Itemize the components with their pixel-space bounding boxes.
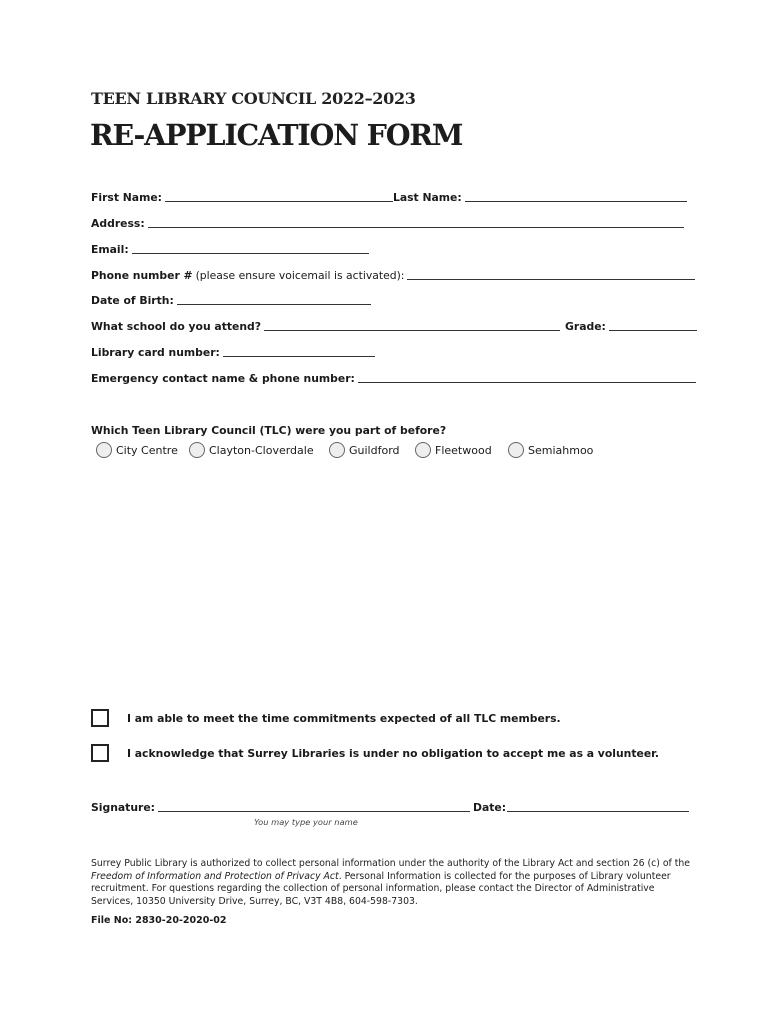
signature-row: [91, 798, 689, 814]
form-title: RE-APPLICATION FORM: [90, 118, 463, 152]
address-label: Address:: [91, 217, 145, 230]
name-row: [91, 188, 687, 204]
last-name-label: Last Name:: [392, 191, 462, 204]
radio-label: Semiahmoo: [528, 443, 594, 457]
phone-note: (please ensure voicemail is activated):: [195, 269, 405, 282]
library-card-row: [91, 343, 375, 359]
radio-label: Fleetwood: [435, 443, 492, 457]
privacy-text-2: . Personal Information is collected for the purposes of Library volunteer recruitment. For questions regarding the collection of personal information, please contact the Director of Administrative Services, 10350 University Drive, Surrey, BC, V3T 4B8, 604-598-7303.: [91, 870, 671, 907]
tlc-question: Which Teen Library Council (TLC) were you part of before?: [91, 424, 447, 437]
privacy-act-name: Freedom of Information and Protection of Privacy Act: [91, 870, 339, 882]
grade-label: Grade:: [565, 320, 606, 333]
form-subtitle: TEEN LIBRARY COUNCIL 2022–2023: [91, 89, 416, 108]
radio-circle-icon[interactable]: [96, 442, 112, 458]
phone-label: Phone number #: [91, 269, 193, 282]
radio-guildford[interactable]: [329, 440, 400, 460]
radio-label: Clayton-Cloverdale: [209, 443, 314, 457]
dob-field[interactable]: [177, 303, 371, 305]
radio-label: Guildford: [349, 443, 400, 457]
phone-row: [91, 266, 695, 282]
acknowledge-label: I acknowledge that Surrey Libraries is under no obligation to accept me as a volunteer.: [127, 746, 660, 760]
radio-city-centre[interactable]: [96, 440, 178, 460]
date-label: Date:: [473, 801, 507, 814]
library-card-label: Library card number:: [91, 346, 220, 359]
address-field[interactable]: [148, 226, 684, 228]
dob-row: [91, 291, 371, 307]
email-row: [91, 240, 369, 256]
radio-semiahmoo[interactable]: [508, 440, 593, 460]
radio-circle-icon[interactable]: [329, 442, 345, 458]
radio-circle-icon[interactable]: [189, 442, 205, 458]
first-name-label: First Name:: [91, 191, 162, 204]
signature-hint: You may type your name: [254, 817, 358, 827]
commitment-check-row: [91, 708, 561, 728]
file-number: File No: 2830-20-2020-02: [91, 915, 227, 926]
acknowledge-checkbox[interactable]: [91, 744, 109, 762]
phone-field[interactable]: [407, 278, 695, 280]
radio-label: City Centre: [116, 443, 178, 457]
radio-circle-icon[interactable]: [508, 442, 524, 458]
emergency-label: Emergency contact name & phone number:: [91, 372, 355, 385]
privacy-text-1: Surrey Public Library is authorized to collect personal information under the authority of the Library Act and section 26 (c) of the: [91, 858, 691, 869]
last-name-field[interactable]: [465, 200, 687, 202]
email-label: Email:: [91, 243, 129, 256]
signature-label: Signature:: [91, 801, 155, 814]
emergency-row: [91, 369, 696, 385]
radio-clayton-cloverdale[interactable]: [189, 440, 314, 460]
radio-circle-icon[interactable]: [415, 442, 431, 458]
dob-label: Date of Birth:: [91, 294, 174, 307]
signature-field[interactable]: [158, 810, 470, 812]
address-row: [91, 214, 684, 230]
library-card-field[interactable]: [223, 355, 375, 357]
privacy-notice: [91, 858, 691, 908]
acknowledge-check-row: [91, 743, 659, 763]
commitment-checkbox[interactable]: [91, 709, 109, 727]
school-field[interactable]: [264, 329, 560, 331]
commitment-label: I am able to meet the time commitments expected of all TLC members.: [127, 711, 561, 725]
email-field[interactable]: [132, 252, 369, 254]
school-row: [91, 317, 697, 333]
date-field[interactable]: [507, 810, 689, 812]
emergency-field[interactable]: [358, 381, 696, 383]
radio-fleetwood[interactable]: [415, 440, 492, 460]
first-name-field[interactable]: [165, 200, 393, 202]
school-label: What school do you attend?: [91, 320, 262, 333]
grade-field[interactable]: [609, 329, 697, 331]
